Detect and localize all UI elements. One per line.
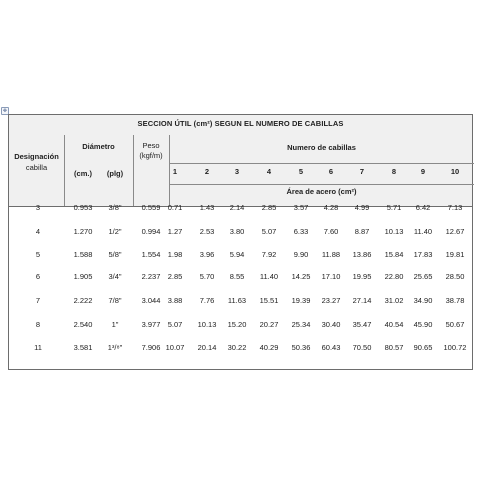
row-area-cell: 17.83 <box>413 250 433 259</box>
row-area-cell: 2.85 <box>167 272 183 281</box>
row-area-cell: 19.39 <box>291 296 311 305</box>
row-area-cell: 50.36 <box>291 343 311 352</box>
row-designacion: 11 <box>34 343 42 352</box>
row-diametro-cm: 2.222 <box>73 296 93 305</box>
row-area-cell: 9.90 <box>293 250 309 259</box>
row-area-cell: 5.07 <box>261 227 277 236</box>
row-area-cell: 11.63 <box>227 296 247 305</box>
row-area-cell: 34.90 <box>413 296 433 305</box>
count-header: 7 <box>359 167 365 176</box>
row-area-cell: 13.86 <box>352 250 372 259</box>
row-area-cell: 7.13 <box>447 203 463 212</box>
row-peso: 1.554 <box>141 250 161 259</box>
row-area-cell: 31.02 <box>384 296 404 305</box>
row-area-cell: 8.87 <box>354 227 370 236</box>
row-area-cell: 20.14 <box>197 343 217 352</box>
row-area-cell: 15.84 <box>384 250 404 259</box>
row-area-cell: 3.80 <box>229 227 245 236</box>
count-header: 2 <box>204 167 210 176</box>
row-area-cell: 30.22 <box>227 343 247 352</box>
row-area-cell: 27.14 <box>352 296 372 305</box>
row-area-cell: 5.07 <box>167 320 183 329</box>
row-area-cell: 25.65 <box>413 272 433 281</box>
row-area-cell: 3.88 <box>167 296 183 305</box>
header-plg: (plg) <box>106 169 124 178</box>
row-area-cell: 50.67 <box>445 320 465 329</box>
row-diametro-cm: 2.540 <box>73 320 93 329</box>
row-area-cell: 0.71 <box>167 203 183 212</box>
table-move-handle-icon[interactable]: ✥ <box>2 108 8 114</box>
row-area-cell: 5.94 <box>229 250 245 259</box>
row-area-cell: 30.40 <box>321 320 341 329</box>
row-area-cell: 2.14 <box>229 203 245 212</box>
row-area-cell: 10.13 <box>384 227 404 236</box>
rebar-table <box>8 114 473 370</box>
row-diametro-cm: 3.581 <box>73 343 93 352</box>
row-area-cell: 28.50 <box>445 272 465 281</box>
row-area-cell: 70.50 <box>352 343 372 352</box>
row-area-cell: 3.96 <box>199 250 215 259</box>
row-area-cell: 19.81 <box>445 250 465 259</box>
row-designacion: 6 <box>35 272 41 281</box>
row-area-cell: 7.76 <box>199 296 215 305</box>
row-area-cell: 10.13 <box>197 320 217 329</box>
row-area-cell: 90.65 <box>413 343 433 352</box>
row-area-cell: 25.34 <box>291 320 311 329</box>
row-area-cell: 1.43 <box>199 203 215 212</box>
row-designacion: 7 <box>35 296 41 305</box>
row-area-cell: 15.51 <box>259 296 279 305</box>
row-area-cell: 40.54 <box>384 320 404 329</box>
row-area-cell: 6.42 <box>415 203 431 212</box>
row-area-cell: 45.90 <box>413 320 433 329</box>
table-title: SECCION ÚTIL (cm²) SEGUN EL NUMERO DE CABILLAS <box>9 115 472 136</box>
row-designacion: 4 <box>35 227 41 236</box>
row-diametro-plg: 3/4" <box>108 272 122 281</box>
row-diametro-cm: 1.905 <box>73 272 93 281</box>
row-diametro-cm: 1.588 <box>73 250 93 259</box>
row-area-cell: 2.53 <box>199 227 215 236</box>
count-header: 10 <box>450 167 460 176</box>
row-area-cell: 20.27 <box>259 320 279 329</box>
row-designacion: 5 <box>35 250 41 259</box>
header-divider <box>169 163 474 164</box>
row-area-cell: 23.27 <box>321 296 341 305</box>
row-area-cell: 4.99 <box>354 203 370 212</box>
row-area-cell: 60.43 <box>321 343 341 352</box>
row-designacion: 3 <box>35 203 41 212</box>
row-area-cell: 22.80 <box>384 272 404 281</box>
count-header: 4 <box>266 167 272 176</box>
row-area-cell: 11.40 <box>259 272 279 281</box>
row-area-cell: 35.47 <box>352 320 372 329</box>
row-peso: 0.994 <box>141 227 161 236</box>
count-header: 1 <box>172 167 178 176</box>
row-area-cell: 12.67 <box>445 227 465 236</box>
row-peso: 3.977 <box>141 320 161 329</box>
row-diametro-plg: 5/8" <box>108 250 122 259</box>
count-header: 6 <box>328 167 334 176</box>
count-header: 9 <box>420 167 426 176</box>
header-peso-unit: (kgf/m) <box>139 151 163 160</box>
row-diametro-plg: 1³/⁸" <box>107 343 123 352</box>
row-diametro-cm: 0.953 <box>73 203 93 212</box>
count-header: 5 <box>298 167 304 176</box>
row-area-cell: 15.20 <box>227 320 247 329</box>
row-area-cell: 2.85 <box>261 203 277 212</box>
row-diametro-cm: 1.270 <box>73 227 93 236</box>
row-area-cell: 80.57 <box>384 343 404 352</box>
row-area-cell: 7.92 <box>261 250 277 259</box>
row-area-cell: 11.88 <box>321 250 341 259</box>
row-diametro-plg: 1" <box>111 320 119 329</box>
row-area-cell: 5.71 <box>386 203 402 212</box>
header-designacion: Designación <box>14 152 59 161</box>
count-header: 8 <box>391 167 397 176</box>
row-area-cell: 1.98 <box>167 250 183 259</box>
row-area-cell: 6.33 <box>293 227 309 236</box>
header-divider <box>169 184 474 185</box>
row-peso: 2.237 <box>141 272 161 281</box>
header-diametro: Diámetro <box>82 142 115 151</box>
row-area-cell: 17.10 <box>321 272 341 281</box>
row-area-cell: 11.40 <box>413 227 433 236</box>
row-area-cell: 14.25 <box>291 272 311 281</box>
row-area-cell: 100.72 <box>443 343 467 352</box>
row-area-cell: 1.27 <box>167 227 183 236</box>
header-cabilla: cabilla <box>25 163 48 172</box>
header-cm: (cm.) <box>74 169 92 178</box>
row-area-cell: 38.78 <box>445 296 465 305</box>
row-area-cell: 8.55 <box>229 272 245 281</box>
row-diametro-plg: 7/8" <box>108 296 122 305</box>
row-area-cell: 19.95 <box>352 272 372 281</box>
row-diametro-plg: 1/2" <box>108 227 122 236</box>
row-area-cell: 5.70 <box>199 272 215 281</box>
row-peso: 0.559 <box>141 203 161 212</box>
row-area-cell: 3.57 <box>293 203 309 212</box>
count-header: 3 <box>234 167 240 176</box>
row-diametro-plg: 3/8" <box>108 203 122 212</box>
header-peso: Peso <box>142 141 160 150</box>
row-area-cell: 7.60 <box>323 227 339 236</box>
row-area-cell: 10.07 <box>165 343 185 352</box>
header-numero-cabillas: Numero de cabillas <box>287 143 356 152</box>
row-designacion: 8 <box>35 320 41 329</box>
row-peso: 7.906 <box>141 343 161 352</box>
row-area-cell: 40.29 <box>259 343 279 352</box>
row-area-cell: 4.28 <box>323 203 339 212</box>
row-peso: 3.044 <box>141 296 161 305</box>
header-area-acero: Área de acero (cm²) <box>286 187 357 196</box>
